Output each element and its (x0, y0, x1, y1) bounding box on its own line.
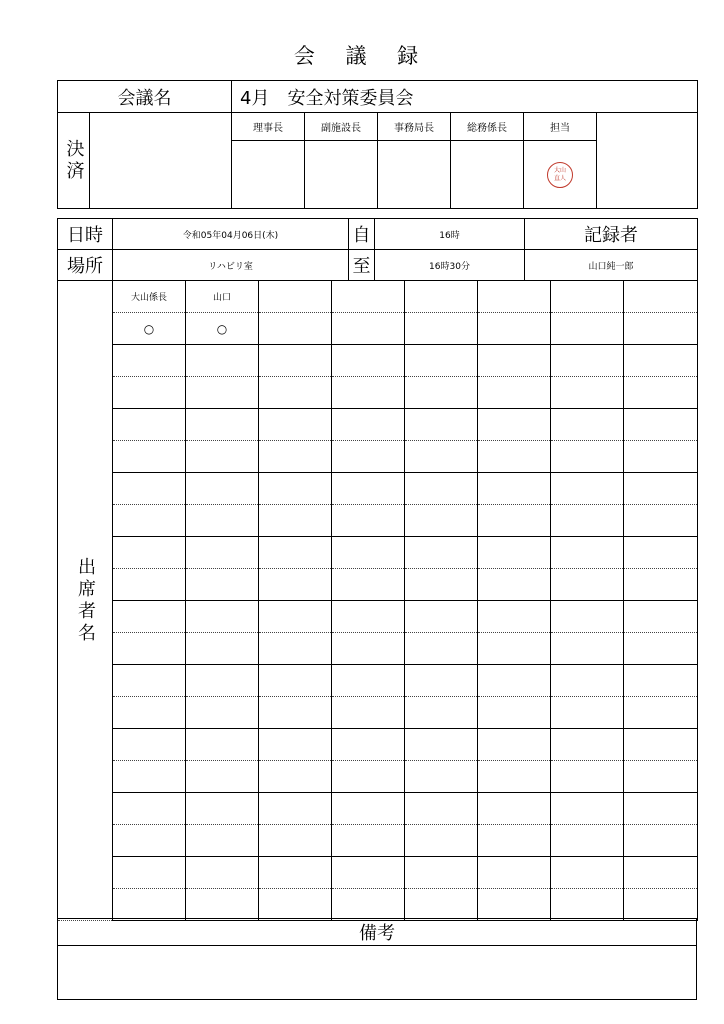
attendance-mark-cell[interactable] (405, 889, 478, 921)
attendee-name-cell[interactable] (332, 409, 405, 441)
attendee-name-row (58, 537, 698, 569)
attendee-name-cell[interactable] (113, 729, 186, 761)
attendance-mark-cell[interactable] (186, 825, 259, 857)
approval-blank (90, 113, 232, 209)
date-value[interactable]: 令和05年04月06日(木) (113, 219, 349, 250)
attendee-name-cell[interactable] (551, 729, 624, 761)
attendee-mark-row (58, 313, 698, 345)
attendee-name-cell[interactable] (624, 601, 698, 633)
attendance-mark-cell[interactable] (624, 761, 698, 793)
attendee-name-cell[interactable] (259, 345, 332, 377)
attendance-mark-cell[interactable] (478, 633, 551, 665)
attendance-mark-cell[interactable] (332, 505, 405, 537)
attendance-mark-cell[interactable] (113, 441, 186, 473)
notes-label: 備考 (58, 919, 697, 946)
attendee-name-cell[interactable] (551, 793, 624, 825)
attendance-mark-cell[interactable]: ○ (186, 313, 259, 345)
attendee-name-cell[interactable]: 大山係長 (113, 281, 186, 313)
attendee-name-row (58, 473, 698, 505)
attendance-mark-cell[interactable] (259, 697, 332, 729)
attendees-table (57, 280, 698, 921)
attendee-name-cell[interactable] (405, 601, 478, 633)
attendee-name-cell[interactable] (186, 409, 259, 441)
to-time-value[interactable]: 16時30分 (375, 250, 525, 281)
attendance-mark-cell[interactable] (259, 505, 332, 537)
stamp-box-secretary-general[interactable] (378, 141, 451, 209)
attendance-mark-cell[interactable] (332, 569, 405, 601)
attendee-name-cell[interactable] (478, 473, 551, 505)
attendance-mark-cell[interactable] (624, 377, 698, 409)
attendee-name-cell[interactable] (478, 345, 551, 377)
attendance-mark-cell[interactable] (332, 441, 405, 473)
attendee-name-cell[interactable] (113, 857, 186, 889)
attendee-name-cell[interactable] (259, 537, 332, 569)
date-label: 日時 (58, 219, 113, 250)
attendance-mark-cell[interactable] (405, 633, 478, 665)
attendee-name-cell[interactable] (624, 409, 698, 441)
attendance-mark-cell[interactable] (113, 889, 186, 921)
role-person-in-charge: 担当 (524, 113, 597, 141)
attendance-mark-cell[interactable] (113, 633, 186, 665)
attendee-name-cell[interactable] (113, 665, 186, 697)
attendee-name-cell[interactable] (478, 729, 551, 761)
attendee-name-cell[interactable] (405, 793, 478, 825)
attendee-mark-row (58, 697, 698, 729)
attendee-name-row (58, 665, 698, 697)
attendance-mark-cell[interactable] (405, 313, 478, 345)
attendee-name-cell[interactable] (551, 345, 624, 377)
attendance-mark-cell[interactable] (405, 377, 478, 409)
attendee-name-cell[interactable] (332, 793, 405, 825)
attendee-name-cell[interactable] (259, 729, 332, 761)
attendee-name-cell[interactable] (332, 665, 405, 697)
attendance-mark-cell[interactable] (259, 825, 332, 857)
attendees-label: 出席者名 (58, 281, 113, 921)
stamp-box-chairman[interactable] (232, 141, 305, 209)
attendance-mark-cell[interactable] (113, 825, 186, 857)
attendee-name-cell[interactable] (332, 601, 405, 633)
attendance-mark-cell[interactable] (624, 697, 698, 729)
notes-area[interactable] (58, 946, 697, 1000)
attendee-mark-row (58, 505, 698, 537)
attendance-mark-cell[interactable] (332, 889, 405, 921)
attendee-name-cell[interactable] (332, 473, 405, 505)
attendee-mark-row (58, 377, 698, 409)
attendance-mark-cell[interactable] (405, 825, 478, 857)
attendee-name-row (58, 793, 698, 825)
attendee-name-cell[interactable] (478, 281, 551, 313)
attendance-mark-cell[interactable] (113, 505, 186, 537)
attendance-mark-cell[interactable] (624, 889, 698, 921)
attendee-mark-row (58, 825, 698, 857)
attendee-name-cell[interactable] (624, 473, 698, 505)
attendee-name-cell[interactable] (259, 665, 332, 697)
attendance-mark-cell[interactable] (551, 569, 624, 601)
attendance-mark-cell[interactable] (186, 377, 259, 409)
attendance-mark-cell[interactable] (624, 441, 698, 473)
attendance-mark-cell[interactable] (259, 569, 332, 601)
recorder-label: 記録者 (525, 219, 698, 250)
attendance-mark-cell[interactable] (332, 697, 405, 729)
attendee-name-cell[interactable] (113, 345, 186, 377)
attendee-name-cell[interactable] (624, 793, 698, 825)
attendee-name-row (58, 281, 698, 313)
attendee-name-cell[interactable] (332, 345, 405, 377)
attendee-mark-row (58, 889, 698, 921)
attendance-mark-cell[interactable] (551, 377, 624, 409)
attendee-name-cell[interactable] (259, 857, 332, 889)
attendee-name-cell[interactable] (624, 281, 698, 313)
attendee-name-cell[interactable] (332, 537, 405, 569)
attendee-name-cell[interactable]: 山口 (186, 281, 259, 313)
attendee-name-cell[interactable] (624, 537, 698, 569)
attendee-name-cell[interactable] (624, 345, 698, 377)
attendee-name-cell[interactable] (259, 793, 332, 825)
attendance-mark-cell[interactable] (332, 633, 405, 665)
attendance-mark-cell[interactable] (113, 697, 186, 729)
attendee-name-cell[interactable] (405, 729, 478, 761)
attendee-name-row (58, 601, 698, 633)
attendee-name-cell[interactable] (478, 601, 551, 633)
attendee-name-cell[interactable] (113, 793, 186, 825)
attendance-mark-cell[interactable] (551, 825, 624, 857)
attendance-mark-cell[interactable] (624, 633, 698, 665)
attendance-mark-cell[interactable]: ○ (113, 313, 186, 345)
attendance-mark-cell[interactable] (332, 825, 405, 857)
attendee-name-cell[interactable] (478, 409, 551, 441)
attendance-mark-cell[interactable] (478, 441, 551, 473)
attendee-name-cell[interactable] (332, 281, 405, 313)
attendee-name-cell[interactable] (259, 281, 332, 313)
attendee-name-cell[interactable] (186, 601, 259, 633)
attendee-name-cell[interactable] (186, 665, 259, 697)
attendance-mark-cell[interactable] (551, 697, 624, 729)
attendance-mark-cell[interactable] (186, 569, 259, 601)
attendance-mark-cell[interactable] (478, 377, 551, 409)
attendee-name-cell[interactable] (259, 601, 332, 633)
attendance-mark-cell[interactable] (186, 633, 259, 665)
attendance-mark-cell[interactable] (478, 505, 551, 537)
attendee-name-cell[interactable] (551, 665, 624, 697)
attendance-mark-cell[interactable] (259, 889, 332, 921)
attendee-name-cell[interactable] (113, 409, 186, 441)
attendee-name-cell[interactable] (186, 857, 259, 889)
stamp-box-person-in-charge[interactable] (524, 141, 597, 209)
attendance-mark-cell[interactable] (259, 377, 332, 409)
attendee-name-cell[interactable] (186, 473, 259, 505)
attendance-mark-cell[interactable] (405, 441, 478, 473)
attendee-name-cell[interactable] (551, 409, 624, 441)
attendance-mark-cell[interactable] (551, 633, 624, 665)
to-label: 至 (349, 250, 375, 281)
attendee-name-cell[interactable] (624, 665, 698, 697)
attendance-mark-cell[interactable] (186, 697, 259, 729)
attendee-name-row (58, 345, 698, 377)
attendee-name-cell[interactable] (405, 665, 478, 697)
approval-label: 決済 (58, 113, 90, 209)
role-secretary-general: 事務局長 (378, 113, 451, 141)
attendee-name-cell[interactable] (259, 473, 332, 505)
attendee-name-cell[interactable] (332, 729, 405, 761)
attendance-mark-cell[interactable] (551, 313, 624, 345)
attendee-name-cell[interactable] (405, 537, 478, 569)
attendee-name-cell[interactable] (551, 281, 624, 313)
attendee-name-cell[interactable] (186, 537, 259, 569)
meeting-name-value[interactable]: 4月 安全対策委員会 (232, 81, 698, 113)
attendee-name-row (58, 857, 698, 889)
attendance-mark-cell[interactable] (405, 697, 478, 729)
attendance-mark-cell[interactable] (332, 313, 405, 345)
attendance-mark-cell[interactable] (186, 441, 259, 473)
attendance-mark-cell[interactable] (405, 505, 478, 537)
attendance-mark-cell[interactable] (551, 441, 624, 473)
attendance-mark-cell[interactable] (551, 505, 624, 537)
attendance-mark-cell[interactable] (332, 761, 405, 793)
attendance-mark-cell[interactable] (186, 889, 259, 921)
attendance-mark-cell[interactable] (113, 569, 186, 601)
attendee-name-row (58, 409, 698, 441)
attendance-mark-cell[interactable] (405, 761, 478, 793)
attendee-name-cell[interactable] (551, 857, 624, 889)
attendance-mark-cell[interactable] (259, 441, 332, 473)
from-label: 自 (349, 219, 375, 250)
meeting-approval-table (57, 80, 698, 209)
attendance-mark-cell[interactable] (332, 377, 405, 409)
stamp-box-general-affairs[interactable] (451, 141, 524, 209)
attendance-mark-cell[interactable] (259, 761, 332, 793)
attendance-mark-cell[interactable] (551, 761, 624, 793)
attendee-name-cell[interactable] (405, 281, 478, 313)
notes-table (57, 918, 697, 1000)
personal-seal: 大山 直人 (547, 162, 573, 188)
attendee-mark-row (58, 761, 698, 793)
attendee-name-cell[interactable] (186, 729, 259, 761)
attendee-name-cell[interactable] (551, 473, 624, 505)
attendee-name-cell[interactable] (478, 857, 551, 889)
attendance-mark-cell[interactable] (113, 761, 186, 793)
doc-title: 会 議 録 (293, 44, 431, 68)
attendee-name-cell[interactable] (405, 857, 478, 889)
attendee-name-cell[interactable] (478, 665, 551, 697)
attendance-mark-cell[interactable] (624, 825, 698, 857)
from-time-value[interactable]: 16時 (375, 219, 525, 250)
attendance-mark-cell[interactable] (551, 889, 624, 921)
attendance-mark-cell[interactable] (478, 569, 551, 601)
place-value[interactable]: リハビリ室 (113, 250, 349, 281)
attendee-name-cell[interactable] (478, 793, 551, 825)
attendee-name-cell[interactable] (405, 409, 478, 441)
attendee-name-cell[interactable] (551, 537, 624, 569)
approval-extra-blank (597, 113, 698, 209)
attendee-name-cell[interactable] (186, 793, 259, 825)
attendance-mark-cell[interactable] (478, 889, 551, 921)
attendance-mark-cell[interactable] (478, 761, 551, 793)
stamp-box-vice-director[interactable] (305, 141, 378, 209)
attendance-mark-cell[interactable] (624, 569, 698, 601)
attendee-name-cell[interactable] (405, 345, 478, 377)
attendance-mark-cell[interactable] (478, 697, 551, 729)
attendee-mark-row (58, 441, 698, 473)
attendee-name-cell[interactable] (624, 729, 698, 761)
attendee-name-cell[interactable] (186, 345, 259, 377)
attendee-name-cell[interactable] (551, 601, 624, 633)
attendance-mark-cell[interactable] (186, 761, 259, 793)
attendance-mark-cell[interactable] (478, 313, 551, 345)
attendance-mark-cell[interactable] (113, 377, 186, 409)
attendee-mark-row (58, 569, 698, 601)
attendance-mark-cell[interactable] (624, 505, 698, 537)
info-table (57, 218, 698, 281)
attendee-name-cell[interactable] (113, 473, 186, 505)
attendee-mark-row (58, 633, 698, 665)
attendance-mark-cell[interactable] (405, 569, 478, 601)
meeting-name-label: 会議名 (58, 81, 232, 113)
place-label: 場所 (58, 250, 113, 281)
role-general-affairs: 総務係長 (451, 113, 524, 141)
attendee-name-cell[interactable] (332, 857, 405, 889)
attendee-name-cell[interactable] (113, 537, 186, 569)
attendee-name-row (58, 729, 698, 761)
attendance-mark-cell[interactable] (259, 313, 332, 345)
attendance-mark-cell[interactable] (259, 633, 332, 665)
role-chairman: 理事長 (232, 113, 305, 141)
role-vice-director: 副施設長 (305, 113, 378, 141)
attendee-name-cell[interactable] (478, 537, 551, 569)
recorder-value[interactable]: 山口純一郎 (525, 250, 698, 281)
attendance-mark-cell[interactable] (478, 825, 551, 857)
attendee-name-cell[interactable] (405, 473, 478, 505)
attendee-name-cell[interactable] (113, 601, 186, 633)
attendance-mark-cell[interactable] (624, 313, 698, 345)
attendance-mark-cell[interactable] (186, 505, 259, 537)
attendee-name-cell[interactable] (259, 409, 332, 441)
attendee-name-cell[interactable] (624, 857, 698, 889)
